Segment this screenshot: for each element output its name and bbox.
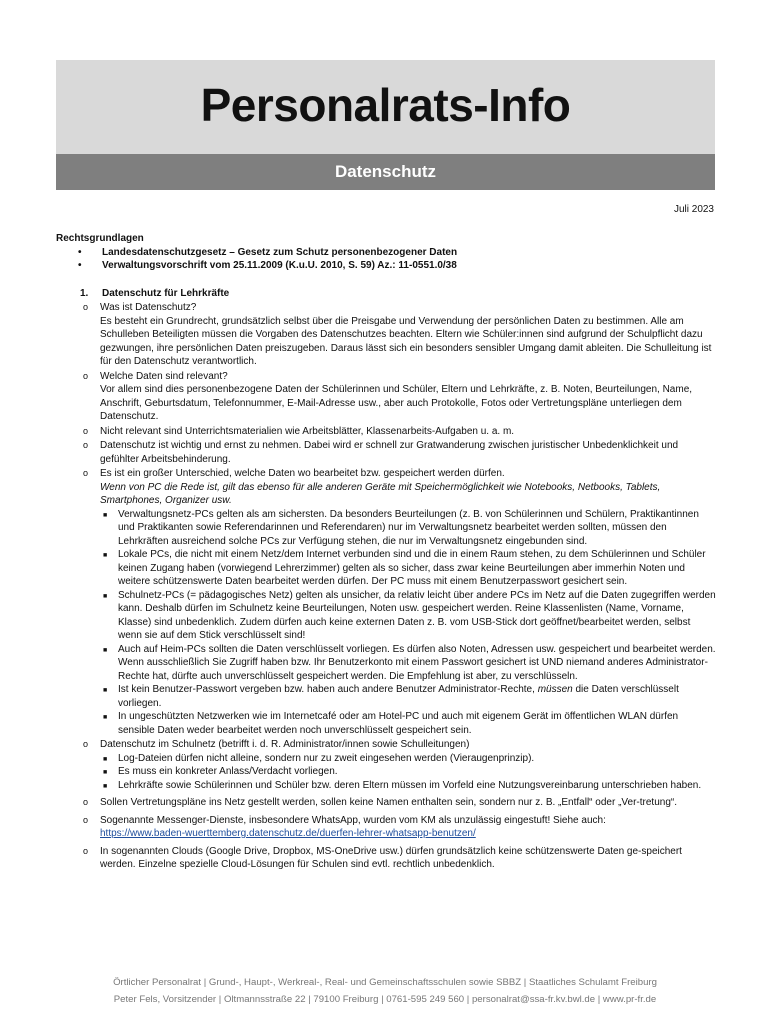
list-item xyxy=(56,467,716,508)
circle-marker: o xyxy=(83,440,89,450)
square-marker: ■ xyxy=(103,646,108,654)
whatsapp-info-link[interactable]: https://www.baden-wuerttemberg.datenschutz.de/duerfen-lehrer-whatsapp-benutzen/ xyxy=(100,828,476,839)
italic-note: Wenn von PC die Rede ist, gilt das ebenso für alle anderen Geräte mit Speichermöglichkeit wie Notebooks, Netbooks, Tablets, Smartphones, Organizer usw. xyxy=(100,481,661,506)
list-item xyxy=(56,845,716,872)
paragraph: Sollen Vertretungspläne ins Netz gestellt werden, sollen keine Namen enthalten sein, sondern nur z. B. „Entfall“ oder „Ver-tretung“. xyxy=(100,797,677,808)
question-title: Welche Daten sind relevant? xyxy=(100,370,228,382)
page-title: Personalrats-Info xyxy=(200,79,571,131)
square-marker: ■ xyxy=(103,687,108,694)
list-item xyxy=(56,425,716,439)
list-item xyxy=(56,439,716,466)
circle-marker: o xyxy=(83,370,89,381)
paragraph: Datenschutz im Schulnetz (betrifft i. d. R. Administrator/innen sowie Schulleitungen) xyxy=(100,739,470,750)
square-marker: ■ xyxy=(103,714,108,721)
square-marker: ■ xyxy=(103,755,108,763)
circle-marker: o xyxy=(83,814,89,825)
sub-item: ■ Lokale PCs, die nicht mit einem Netz/dem Internet verbunden sind und die in einem Raum stehen, zu dem Schülerinnen und Schüler keinen Zugang haben (vorwiegend Lehrerzimmer) gelten als so sicher, dass zwar keine Beurteilungen aber immerhin Noten und weitere schützenswerte Daten bearbeitet werden dürfen. Der PC muss mit einem Benutzerpasswort gesichert sein. xyxy=(103,549,706,587)
header-banner xyxy=(56,60,715,190)
sub-item: ■ Log-Dateien dürfen nicht alleine, sondern nur zu zweit eingesehen werden (Vieraugenprinzip). xyxy=(56,752,716,766)
page-footer xyxy=(0,974,770,1008)
paragraph: Datenschutz ist wichtig und ernst zu nehmen. Dabei wird er schnell zur Gratwanderung zwischen juristischer Unbedenklichkeit und gefühlter Arbeitsbehinderung. xyxy=(100,440,679,465)
paragraph: Vor allem sind dies personenbezogene Daten der Schülerinnen und Schüler, Eltern und Lehrkräfte, z. B. Noten, Beurteilungen, Name, Anschrift, Geburtsdatum, Telefonnummer, E-Mail-Adresse usw., aber auch Protokolle, Fotos oder Vertretungspläne unterliegen dem Datenschutz. xyxy=(100,384,693,422)
section-number: 1. xyxy=(80,287,89,299)
circle-marker: o xyxy=(83,468,89,478)
square-marker: ■ xyxy=(103,592,108,600)
square-marker: ■ xyxy=(103,769,108,776)
paragraph: Sogenannte Messenger-Dienste, insbesondere WhatsApp, wurden vom KM als unzulässig eingestuft! Siehe auch: xyxy=(100,814,606,826)
emphasis: müssen xyxy=(537,684,573,695)
sub-item: ■ Auch auf Heim-PCs sollten die Daten verschlüsselt vorliegen. Es dürfen also Noten, Adressen usw. gespeichert und bearbeitet werden. Wenn ausschließlich Sie Zugriff haben bzw. Ihr Benutzerkonto mit einem Passwort gesichert ist UND niemand anderes Administrator-Rechte hat, dürfte auch unverschlüsselt gespeichert werden. Die Empfehlung ist aber, zu verschlüsseln. xyxy=(103,643,716,682)
square-marker: ■ xyxy=(103,552,108,559)
bullet-marker: • xyxy=(78,260,82,271)
footer-line: Örtlicher Personalrat | Grund-, Haupt-, Werkreal-, Real- und Gemeinschaftsschulen sowie SBBZ | Staatliches Schulamt Freiburg xyxy=(113,977,657,988)
circle-marker: o xyxy=(83,739,89,749)
list-item xyxy=(56,796,716,810)
paragraph: In sogenannten Clouds (Google Drive, Dropbox, MS-OneDrive usw.) dürfen grundsätzlich keine schützenswerte Daten ge-speichert werden. Einzelne spezielle Cloud-Lösungen für Schulen sind evtl. rechtlich unbedenklich. xyxy=(100,845,682,870)
list-item xyxy=(56,738,716,752)
question-title: Was ist Datenschutz? xyxy=(100,302,197,313)
basis-item: • Landesdatenschutzgesetz – Gesetz zum Schutz personenbezogener Daten xyxy=(78,246,458,258)
paragraph: Es ist ein großer Unterschied, welche Daten wo bearbeitet bzw. gespeichert werden dürfen. xyxy=(100,468,505,479)
bullet-marker: • xyxy=(78,246,82,258)
square-marker: ■ xyxy=(103,511,108,519)
sub-item: ■ Verwaltungsnetz-PCs gelten als am sichersten. Da besonders Beurteilungen (z. B. von Schülerinnen und Schülern, Praktikantinnen und Praktikanten sowie Referendarinnen und Referendaren) nur im Verwaltungsnetz bearbeitet werden sollten, müssen den Lehrkräften ausreichend solche PCs zur Verfügung stehen, die nur im Verwaltungsnetz eingebunden sind. xyxy=(103,508,699,547)
circle-marker: o xyxy=(83,845,89,856)
sub-item: ■ Ist kein Benutzer-Passwort vergeben bzw. haben auch andere Benutzer Administrator-Rechte, müssen die Daten verschlüsselt vorliegen. xyxy=(103,684,679,709)
circle-marker: o xyxy=(83,302,89,312)
sub-item: ■ In ungeschützten Netzwerken wie im Internetcafé oder am Hotel-PC und auch mit eigenem Gerät im öffentlichen WLAN dürfen sensible Daten weder bearbeitet werden noch unverschlüsselt gespeichert sein. xyxy=(103,711,679,736)
circle-marker: o xyxy=(83,425,89,436)
list-item xyxy=(56,370,716,424)
basis-item: • Verwaltungsvorschrift vom 25.11.2009 (K.u.U. 2010, S. 59) Az.: 11-0551.0/38 xyxy=(78,260,457,271)
square-marker: ■ xyxy=(103,782,108,790)
sub-item: ■ Es muss ein konkreter Anlass/Verdacht vorliegen. xyxy=(56,765,716,779)
section-heading: 1. Datenschutz für Lehrkräfte xyxy=(80,287,230,299)
list-item xyxy=(56,301,716,369)
footer-line: Peter Fels, Vorsitzender | Oltmannsstraße 22 | 79100 Freiburg | 0761-595 249 560 | personalrat@ssa-fr.kv.bwl.de | www.pr-fr.de xyxy=(113,994,657,1005)
basis-heading: Rechtsgrundlagen xyxy=(56,233,144,244)
list-item xyxy=(56,814,716,841)
document-body xyxy=(56,232,716,872)
circle-marker: o xyxy=(83,797,89,807)
sub-item: ■ Lehrkräfte sowie Schülerinnen und Schüler bzw. deren Eltern müssen im Vorfeld eine Nutzungsvereinbarung unterschrieben haben. xyxy=(56,779,716,793)
document-date: Juli 2023 xyxy=(673,204,714,215)
sub-item: ■ Schulnetz-PCs (= pädagogisches Netz) gelten als unsicher, da relativ leicht über andere PCs im Netz auf die Daten zugegriffen werden kann. Deshalb dürfen im Schulnetz keine Beurteilungen, Noten usw. gespeichert werden. Reine Klassenlisten (Name, Vorname, Klasse) sind unbedenklich. Zudem dürfen auch keine externen Daten z. B. vom USB-Stick dort geöffnet/bearbeitet werden, selbst wenn sie auf dem Stick verschlüsselt sind! xyxy=(103,589,716,641)
subtitle-bar: Datenschutz xyxy=(56,154,715,190)
paragraph: Es besteht ein Grundrecht, grundsätzlich selbst über die Preisgabe und Verwendung der persönlichen Daten zu bestimmen. Alle am Schulleben Beteiligten müssen die Vorgaben des Datenschutzes beachten. Eltern wie Schüler:innen sind aufgrund der Schulpflicht dazu gezwungen, ihre persönlichen Daten preiszugeben. Daraus lässt sich ein besonders sensibler Umgang damit ableiten. Die Schulleitung ist für den Datenschutz verantwortlich. xyxy=(100,315,712,367)
paragraph: Nicht relevant sind Unterrichtsmaterialien wie Arbeitsblätter, Klassenarbeits-Aufgaben u. a. m. xyxy=(100,425,515,437)
